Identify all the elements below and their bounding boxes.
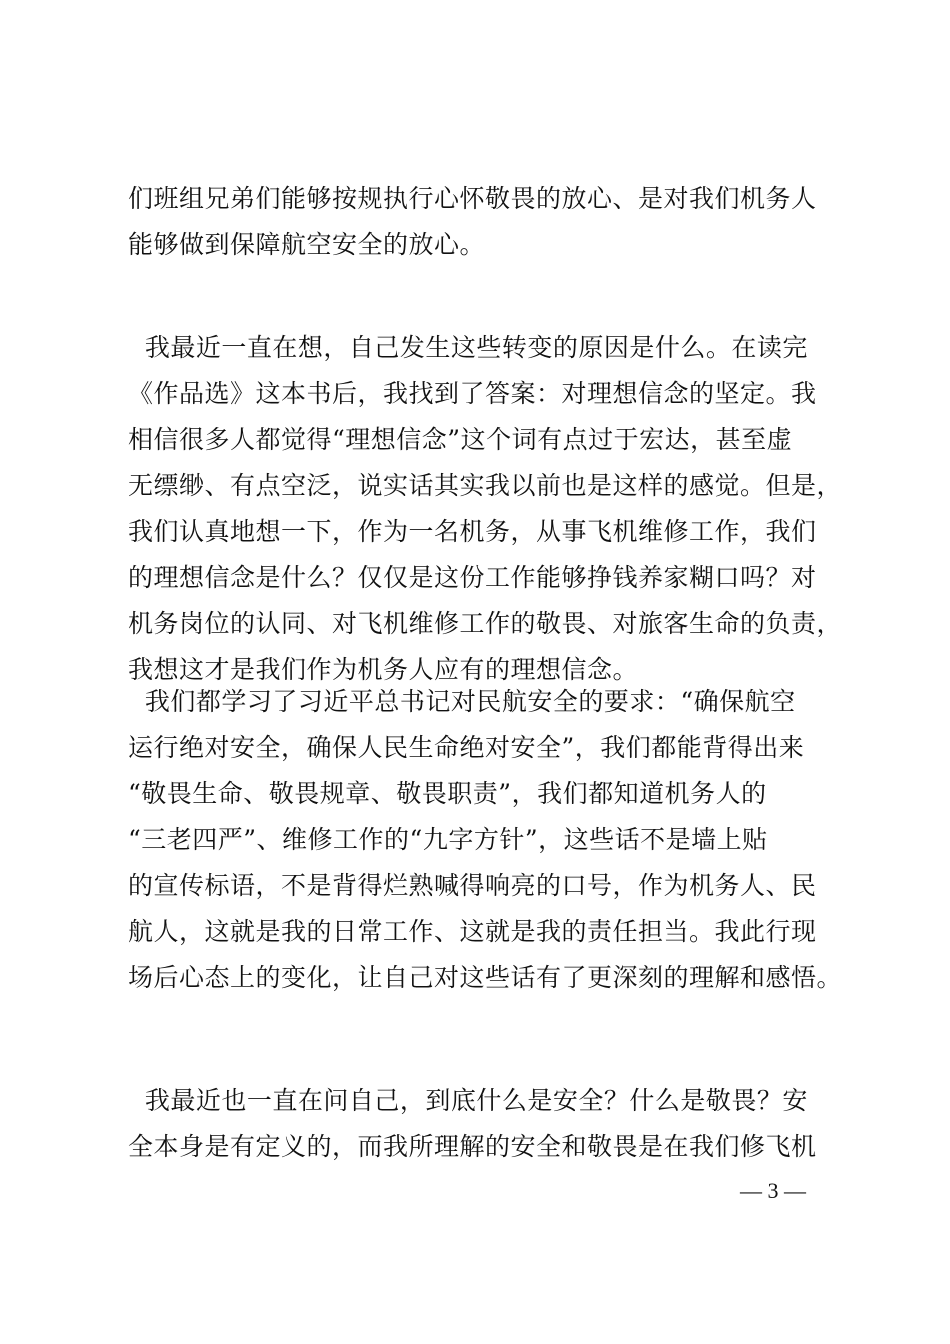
text-line: 我最近一直在想，自己发生这些转变的原因是什么。在读完 <box>128 333 808 362</box>
text-line: 的宣传标语，不是背得烂熟喊得响亮的口号，作为机务人、民 <box>128 871 817 900</box>
text-line: “三老四严”、维修工作的“九字方针”，这些话不是墙上贴 <box>128 825 768 854</box>
text-line: 机务岗位的认同、对飞机维修工作的敬畏、对旅客生命的负责， <box>128 609 843 638</box>
text-line: 我想这才是我们作为机务人应有的理想信念。 <box>128 655 639 684</box>
text-line: 相信很多人都觉得“理想信念”这个词有点过于宏达，甚至虚 <box>128 425 793 454</box>
page-number: — 3 — <box>740 1178 806 1203</box>
text-line: 能够做到保障航空安全的放心。 <box>128 230 486 259</box>
text-line: 全本身是有定义的，而我所理解的安全和敬畏是在我们修飞机 <box>128 1132 817 1161</box>
paragraph-4 <box>128 1078 828 1170</box>
text-line: 们班组兄弟们能够按规执行心怀敬畏的放心、是对我们机务人 <box>128 184 817 213</box>
text-line: 我最近也一直在问自己，到底什么是安全？什么是敬畏？安 <box>128 1086 808 1115</box>
text-line: “敬畏生命、敬畏规章、敬畏职责”，我们都知道机务人的 <box>128 779 767 808</box>
text-line: 我们认真地想一下，作为一名机务，从事飞机维修工作，我们 <box>128 517 817 546</box>
text-line: 运行绝对安全，确保人民生命绝对安全”，我们都能背得出来 <box>128 733 805 762</box>
paragraph-3 <box>128 679 843 1001</box>
text-line: 航人，这就是我的日常工作、这就是我的责任担当。我此行现 <box>128 917 817 946</box>
paragraph-1 <box>128 176 828 268</box>
text-line: 的理想信念是什么？仅仅是这份工作能够挣钱养家糊口吗？对 <box>128 563 817 592</box>
text-line: 我们都学习了习近平总书记对民航安全的要求：“确保航空 <box>128 687 796 716</box>
paragraph-2 <box>128 325 843 693</box>
text-line: 场后心态上的变化，让自己对这些话有了更深刻的理解和感悟。 <box>128 963 843 992</box>
text-line: 《作品选》这本书后，我找到了答案：对理想信念的坚定。我 <box>128 379 817 408</box>
text-line: 无缥缈、有点空泛，说实话其实我以前也是这样的感觉。但是， <box>128 471 843 500</box>
